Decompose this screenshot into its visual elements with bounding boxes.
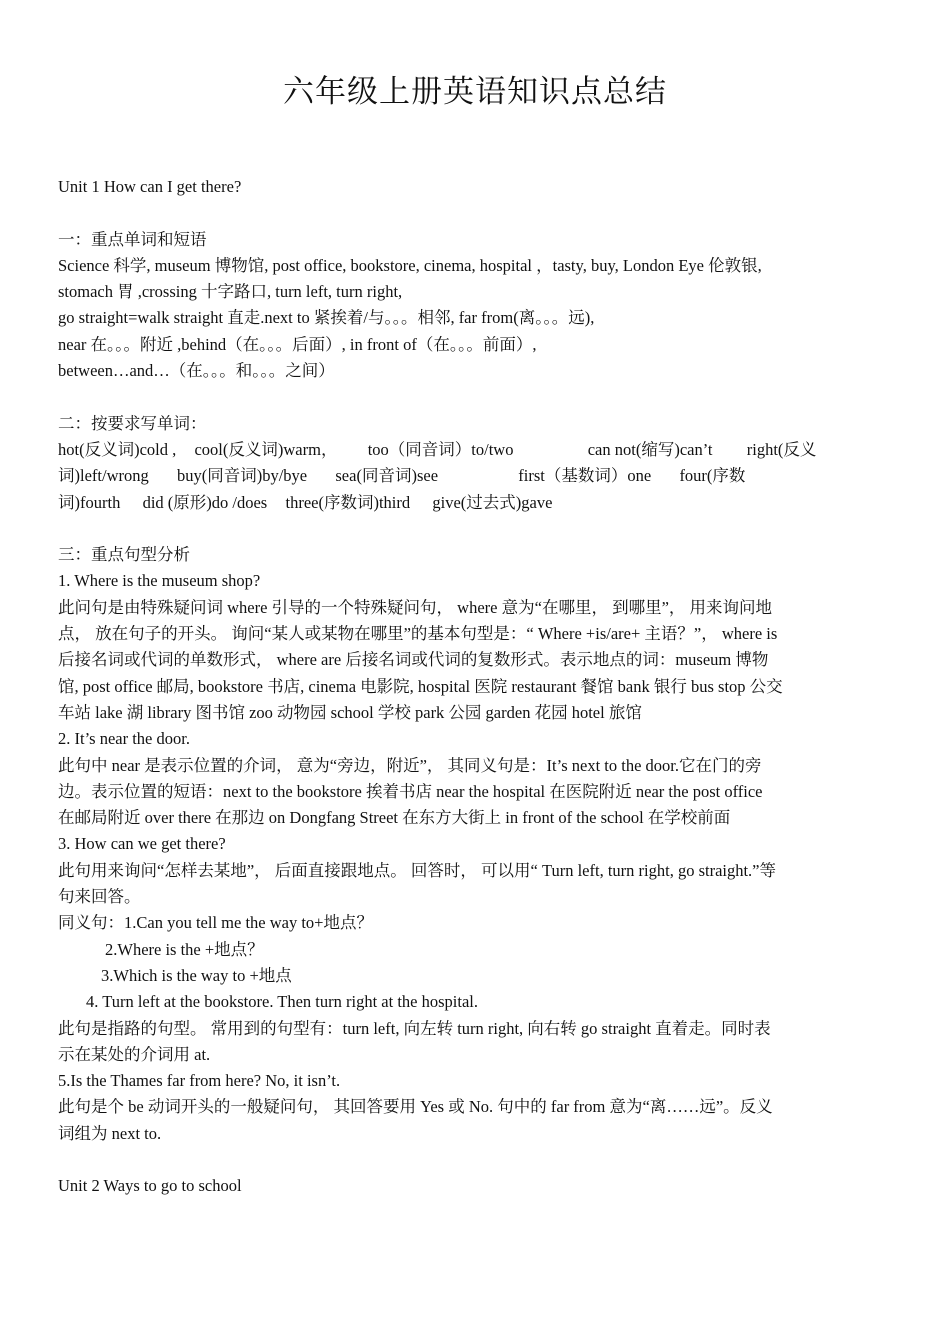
word-item: cool(反义词)warm， (194, 439, 338, 459)
explanation-line: 馆, post office 邮局, bookstore 书店, cinema 电影院, hospital 医院 restaurant 餐馆 bank 银行 bus stop 公交 (58, 676, 783, 696)
spacer (58, 1147, 898, 1173)
section3-heading: 三：重点句型分析 (58, 545, 190, 565)
spacer (58, 200, 898, 226)
explanation-line: 此句用来询问“怎样去某地”， 后面直接跟地点。 回答时， 可以用“ Turn left, turn right, go straight.”等 (58, 860, 777, 880)
word-item: sea(同音词)see (335, 466, 439, 486)
section2-line (58, 490, 898, 516)
synonym-line: 3.Which is the way to +地点 (101, 965, 292, 985)
explanation-line: 词组为 next to. (58, 1123, 162, 1143)
sentence-pattern-4: 4. Turn left at the bookstore. Then turn right at the hospital. (86, 992, 478, 1012)
sentence-pattern-1: 1. Where is the museum shop? (58, 571, 261, 591)
explanation-line: 边。表示位置的短语：next to the bookstore 挨着书店 near the hospital 在医院附近 near the post office (58, 781, 763, 801)
explanation-line: 点， 放在句子的开头。 询问“某人或某物在哪里”的基本句型是：“ Where +is/are+ 主语？”， where is (58, 624, 778, 644)
explanation-line: 车站 lake 湖 library 图书馆 zoo 动物园 school 学校 park 公园 garden 花园 hotel 旅馆 (58, 702, 642, 722)
section1-line: near 在。。。附近 ,behind（在。。。后面）, in front of（在。。。前面）, (58, 334, 537, 354)
section2-heading: 二：按要求写单词： (58, 413, 207, 433)
word-item: four(序数 (679, 466, 746, 486)
explanation-line: 示在某处的介词用 at. (58, 1044, 211, 1064)
document-body (58, 174, 898, 1200)
word-item: buy(同音词)by/bye (176, 466, 308, 486)
sentence-pattern-3: 3. How can we get there? (58, 834, 226, 854)
explanation-line: 此句是指路的句型。 常用到的句型有：turn left, 向左转 turn right, 向右转 go straight 直着走。同时表 (58, 1018, 771, 1038)
explanation-line: 此问句是由特殊疑问词 where 引导的一个特殊疑问句， where 意为“在哪里， 到哪里”， 用来询问地 (58, 597, 773, 617)
section1-heading: 一：重点单词和短语 (58, 229, 207, 249)
unit1-heading: Unit 1 How can I get there? (58, 177, 242, 196)
sentence-pattern-5: 5.Is the Thames far from here? No, it isn’t. (58, 1071, 341, 1091)
section1-line: go straight=walk straight 直走.next to 紧挨着/与。。。相邻, far from(离。。。远), (58, 308, 595, 328)
section1-line: Science 科学, museum 博物馆, post office, bookstore, cinema, hospital ，tasty, buy, London Eye 伦敦银, (58, 255, 762, 275)
word-item: 词)left/wrong (58, 466, 149, 486)
word-item: right(反义 (746, 439, 817, 459)
word-item: three(序数词)third (285, 492, 411, 512)
word-item: did (原形)do /does (142, 492, 268, 512)
explanation-line: 在邮局附近 over there 在那边 on Dongfang Street 在东方大街上 in front of the school 在学校前面 (58, 808, 731, 828)
unit2-heading: Unit 2 Ways to go to school (58, 1176, 242, 1196)
word-item: too（同音词）to/two (367, 439, 514, 459)
word-item: hot(反义词)cold , (58, 439, 177, 459)
page-title: 六年级上册英语知识点总结 (283, 74, 667, 109)
spacer (58, 516, 898, 542)
synonym-line: 2.Where is the +地点？ (105, 939, 264, 959)
word-item: give(过去式)gave (432, 492, 553, 512)
section2-line (58, 463, 898, 489)
section1-line: between…and…（在。。。和。。。之间） (58, 361, 335, 381)
synonym-line: 同义句：1.Can you tell me the way to+地点？ (58, 913, 373, 933)
spacer (58, 384, 898, 410)
word-item: first（基数词）one (518, 466, 652, 486)
explanation-line: 此句是个 be 动词开头的一般疑问句， 其回答要用 Yes 或 No. 句中的 far from 意为“离……远”。反义 (58, 1097, 773, 1117)
explanation-line: 后接名词或代词的单数形式， where are 后接名词或代词的复数形式。表示地点的词：museum 博物 (58, 650, 769, 670)
word-item: 词)fourth (58, 492, 121, 512)
section1-line: stomach 胃 ,crossing 十字路口, turn left, turn right, (58, 282, 403, 302)
section2-line (58, 437, 898, 463)
word-item: can not(缩写)can’t (587, 439, 713, 459)
explanation-line: 句来回答。 (58, 887, 141, 907)
explanation-line: 此句中 near 是表示位置的介词， 意为“旁边，附近”， 其同义句是：It’s next to the door.它在门的旁 (58, 755, 762, 775)
sentence-pattern-2: 2. It’s near the door. (58, 729, 190, 749)
